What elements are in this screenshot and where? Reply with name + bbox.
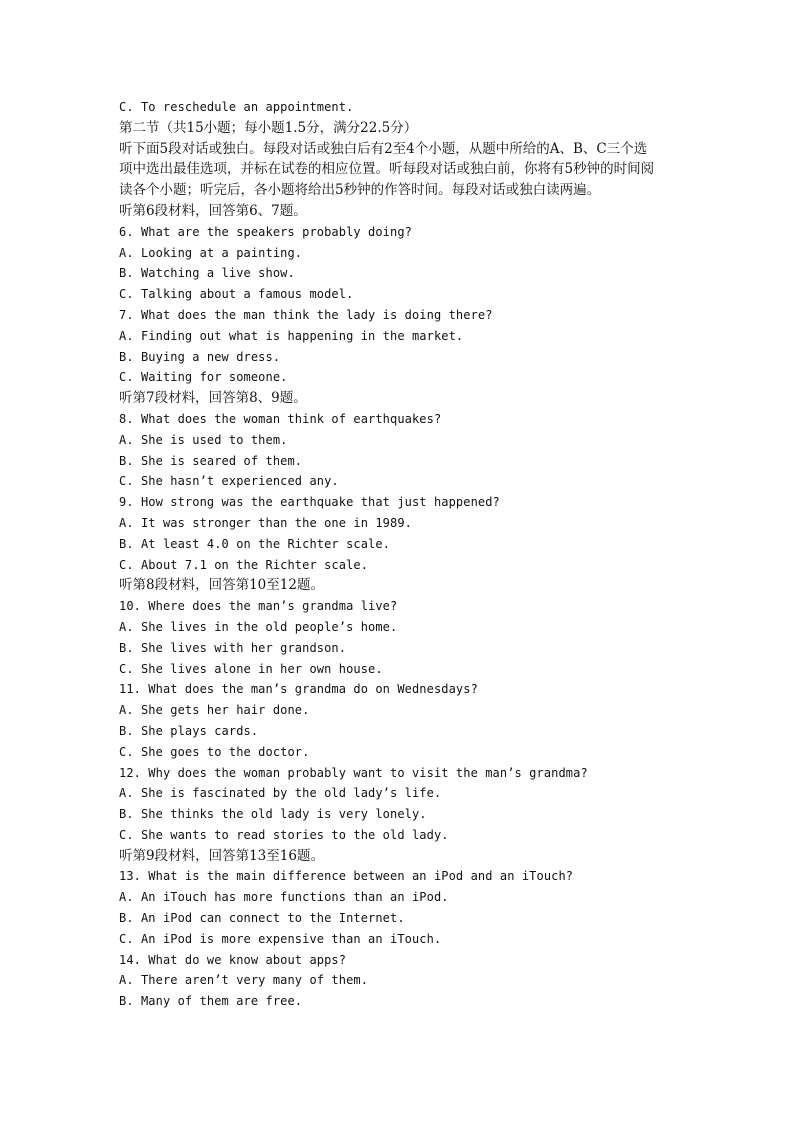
answer-option: B. Many of them are free. [119, 994, 303, 1009]
answer-option: B. She plays cards. [119, 723, 259, 738]
answer-option: A. She lives in the old people’s home. [119, 619, 398, 634]
answer-option: C. About 7.1 on the Richter scale. [119, 557, 369, 572]
answer-option: B. Watching a live show. [119, 266, 295, 281]
question: 14. What do we know about apps? [119, 952, 347, 967]
answer-option: B. Buying a new dress. [119, 349, 281, 364]
answer-option: A. She gets her hair done. [119, 703, 310, 718]
answer-option: C. Waiting for someone. [119, 370, 288, 385]
answer-option: B. An iPod can connect to the Internet. [119, 911, 405, 926]
answer-option: C. An iPod is more expensive than an iTouch. [119, 931, 442, 946]
answer-option: C. To reschedule an appointment. [119, 100, 354, 114]
answer-option: C. She hasn’t experienced any. [119, 474, 339, 489]
question: 9. How strong was the earthquake that just happened? [119, 495, 500, 510]
answer-option: B. At least 4.0 on the Richter scale. [119, 536, 391, 551]
instructions-line: 听下面5段对话或独白。每段对话或独白后有2至4个小题，从题中所给的A、B、C三个选 [119, 140, 648, 157]
material-heading: 听第6段材料，回答第6、7题。 [119, 202, 307, 219]
section-heading: 第二节（共15小题；每小题1.5分，满分22.5分） [119, 119, 418, 136]
answer-option: A. Finding out what is happening in the market. [119, 328, 464, 343]
material-heading: 听第7段材料，回答第8、9题。 [119, 390, 307, 407]
question: 12. Why does the woman probably want to visit the man’s grandma? [119, 765, 588, 780]
instructions-line: 项中选出最佳选项，并标在试卷的相应位置。听每段对话或独白前，你将有5秒钟的时间阅 [119, 161, 655, 178]
question: 6. What are the speakers probably doing? [119, 224, 412, 239]
material-heading: 听第9段材料，回答第13至16题。 [119, 847, 324, 864]
answer-option: C. She wants to read stories to the old lady. [119, 827, 449, 842]
answer-option: B. She thinks the old lady is very lonely. [119, 807, 427, 822]
answer-option: A. Looking at a painting. [119, 245, 303, 260]
material-heading: 听第8段材料，回答第10至12题。 [119, 577, 324, 594]
answer-option: B. She is seared of them. [119, 453, 303, 468]
answer-option: A. She is fascinated by the old lady’s life. [119, 786, 442, 801]
answer-option: C. She lives alone in her own house. [119, 661, 383, 676]
answer-option: A. An iTouch has more functions than an iPod. [119, 890, 449, 905]
question: 10. Where does the man’s grandma live? [119, 599, 398, 614]
document-page [119, 97, 689, 1012]
answer-option: A. There aren’t very many of them. [119, 973, 369, 988]
question: 8. What does the woman think of earthquakes? [119, 411, 442, 426]
answer-option: A. It was stronger than the one in 1989. [119, 515, 412, 530]
answer-option: C. Talking about a famous model. [119, 287, 354, 302]
answer-option: A. She is used to them. [119, 432, 288, 447]
instructions-line: 读各个小题；听完后，各小题将给出5秒钟的作答时间。每段对话或独白读两遍。 [119, 182, 601, 199]
answer-option: B. She lives with her grandson. [119, 640, 347, 655]
answer-option: C. She goes to the doctor. [119, 744, 310, 759]
question: 11. What does the man’s grandma do on Wednesdays? [119, 682, 478, 697]
question: 7. What does the man think the lady is doing there? [119, 307, 493, 322]
question: 13. What is the main difference between an iPod and an iTouch? [119, 869, 574, 884]
